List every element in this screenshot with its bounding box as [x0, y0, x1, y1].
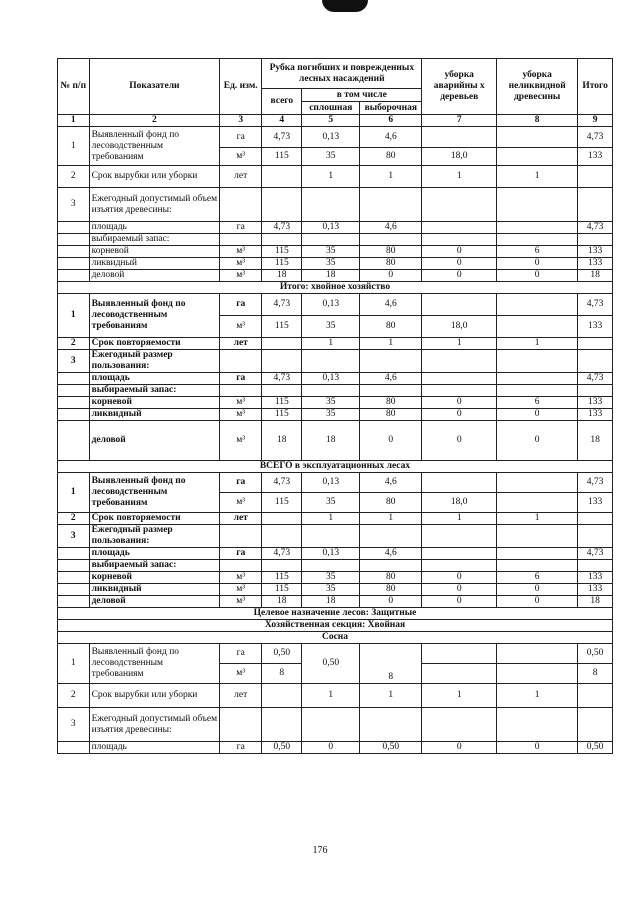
scan-artifact	[322, 0, 368, 12]
header-indicators: Показатели	[89, 59, 220, 115]
header-illiquid: уборка неликвидной древесины	[497, 59, 578, 115]
table-row: площадь га 4,73 0,13 4,6 4,73	[58, 548, 613, 560]
section-header: Итого: хвойное хозяйство	[58, 282, 613, 294]
section-header: Сосна	[58, 632, 613, 644]
table-row: корневой м³ 115 35 80 0 6 133	[58, 397, 613, 409]
section-header: Хозяйственная секция: Хвойная	[58, 620, 613, 632]
table-row: деловой м³ 18 18 0 0 0 18	[58, 421, 613, 461]
table-row: 3 Ежегодный допустимый объем изъятия древесины:	[58, 708, 613, 742]
header-including: в том числе	[302, 89, 422, 102]
table-row: 3 Ежегодный размер пользования:	[58, 350, 613, 373]
header-all: всего	[262, 89, 302, 115]
table-row: 1 Выявленный фонд по лесоводственным требованиям га 4,73 0,13 4,6 4,73	[58, 127, 613, 148]
table-row: ликвидный м³ 115 35 80 0 0 133	[58, 258, 613, 270]
table-row: ликвидный м³ 115 35 80 0 0 133	[58, 584, 613, 596]
table-row: 1 Выявленный фонд по лесоводственным требованиям га 0,50 0,50 8 0,50	[58, 644, 613, 664]
table-row: площадь га 0,50 0 0,50 0 0 0,50	[58, 742, 613, 754]
table-row: деловой м³ 18 18 0 0 0 18	[58, 270, 613, 282]
table-row: 3 Ежегодный размер пользования:	[58, 525, 613, 548]
table-row: площадь га 4,73 0,13 4,6 4,73	[58, 373, 613, 385]
table-row: корневой м³ 115 35 80 0 6 133	[58, 572, 613, 584]
table-row: корневой м³ 115 35 80 0 6 133	[58, 246, 613, 258]
table-row: 2 Срок вырубки или уборки лет 1 1 1 1	[58, 166, 613, 188]
header-total-col: Итого	[578, 59, 613, 115]
table-row: выбираемый запас:	[58, 234, 613, 246]
table-row: выбираемый запас:	[58, 560, 613, 572]
table-row: 2 Срок повторяемости лет 1 1 1 1	[58, 513, 613, 525]
table-row: м³ 115 35 80 18,0 133	[58, 148, 613, 166]
table-row: 3 Ежегодный допустимый объем изъятия древесины:	[58, 188, 613, 222]
table-row: выбираемый запас:	[58, 385, 613, 397]
section-header: ВСЕГО в эксплуатационных лесах	[58, 461, 613, 473]
header-selective: выборочная	[360, 102, 422, 115]
forest-felling-table	[57, 58, 613, 754]
header-emergency: уборка аварийны х деревьев	[422, 59, 497, 115]
table-row: деловой м³ 18 18 0 0 0 18	[58, 596, 613, 608]
table-row: 2 Срок вырубки или уборки лет 1 1 1 1	[58, 684, 613, 708]
column-numbers-row: 1 2 3 4 5 6 7 8 9	[58, 115, 613, 127]
header-clear-cut: сплошная	[302, 102, 360, 115]
header-num: № п/п	[58, 59, 90, 115]
header-unit: Ед. изм.	[220, 59, 262, 115]
table-row: 1 Выявленный фонд по лесоводственным требованиям га 4,73 0,13 4,6 4,73	[58, 473, 613, 493]
table-row: 2 Срок повторяемости лет 1 1 1 1	[58, 338, 613, 350]
header-felling: Рубка погибших и поврежденных лесных насаждений	[262, 59, 422, 89]
table-row: ликвидный м³ 115 35 80 0 0 133	[58, 409, 613, 421]
table-row: м³ 115 35 80 18,0 133	[58, 316, 613, 338]
table-row: 1 Выявленный фонд по лесоводственным требованиям га 4,73 0,13 4,6 4,73	[58, 294, 613, 316]
table-row: м³ 115 35 80 18,0 133	[58, 493, 613, 513]
table-row: м³ 8 8	[58, 664, 613, 684]
table-row: площадь га 4,73 0,13 4,6 4,73	[58, 222, 613, 234]
section-header: Целевое назначение лесов: Защитные	[58, 608, 613, 620]
page-number: 176	[312, 845, 328, 856]
